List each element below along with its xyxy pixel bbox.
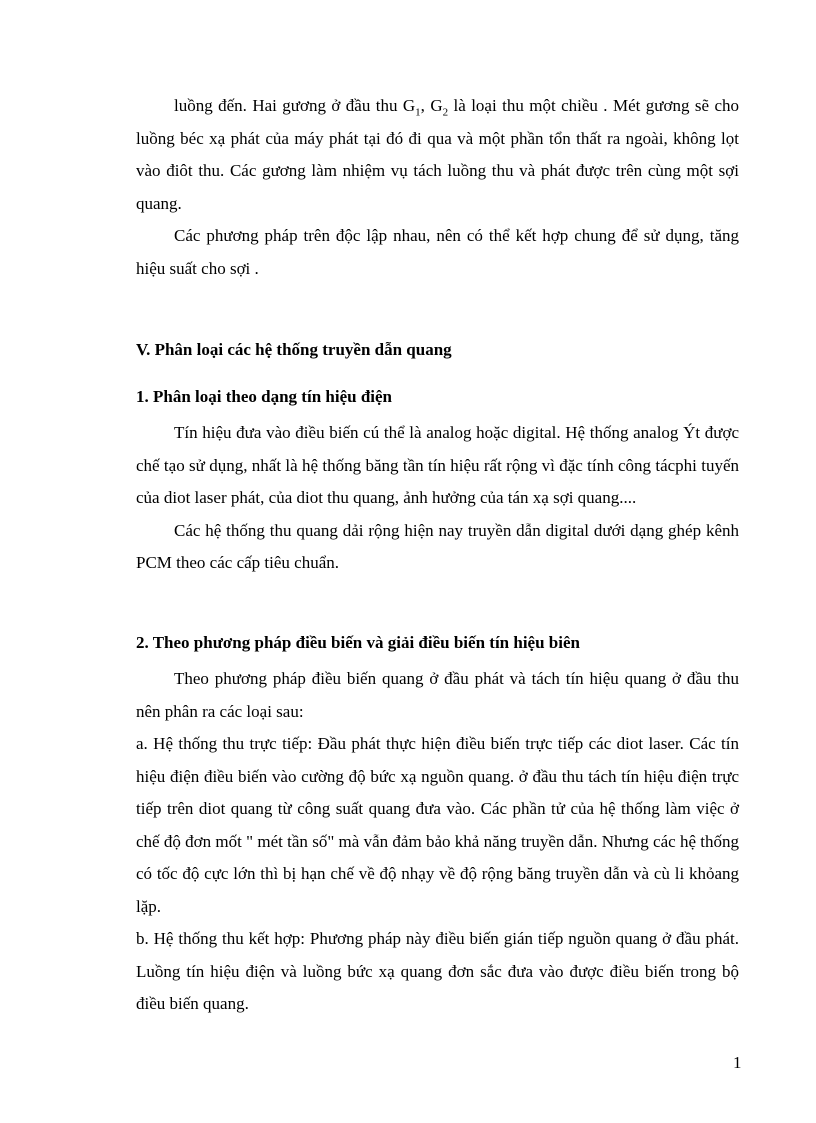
subheading-1: 1. Phân loại theo dạng tín hiệu điện [136, 387, 393, 406]
page-number: 1 [733, 1053, 742, 1072]
subscript: 1 [415, 106, 421, 119]
paragraph-methods: Các phương pháp trên độc lập nhau, nên có thể kết hợp chung để sử dụng, tăng hiệu suất cho sợi . [136, 226, 739, 278]
subscript: 2 [442, 106, 449, 119]
paragraph-digital: Các hệ thống thu quang dải rộng hiện nay truyền dẫn digital dưới dạng ghép kênh PCM theo các cấp tiêu chuẩn. [136, 520, 739, 572]
section-heading-v: V. Phân loại các hệ thống truyền dẫn quang [136, 340, 452, 359]
paragraph-analog: Tín hiệu đưa vào điều biến cú thể là analog hoặc digital. Hệ thống analog Ýt được chế tạo sử dụng, nhất là hệ thống băng tần tín hiệu rất rộng vì đặc tính công tácphi tuyến của diot laser phát, của diot thu quang, ảnh hưởng của tán xạ sợi quang.... [136, 423, 739, 507]
paragraph-modulation: Theo phương pháp điều biến quang ở đầu phát và tách tín hiệu quang ở đầu thu nên phân ra các loại sau: [136, 669, 739, 721]
section-1-body [136, 417, 739, 580]
text-run: , G [420, 96, 443, 115]
paragraph-coherent-system: b. Hệ thống thu kết hợp: Phương pháp này điều biến gián tiếp nguồn quang ở đầu phát. Luồng tín hiệu điện và luồng bức xạ quang đơn sắc đưa vào được điều biến trong bộ điều biến quang. [136, 929, 739, 1013]
subheading-2: 2. Theo phương pháp điều biến và giải điều biến tín hiệu biên [136, 633, 580, 652]
text-run: là loại thu một chiều . Mét gương sẽ cho luồng béc xạ phát của máy phát tại đó đi qua và một phần tổn thất ra ngoài, không lọt vào điôt thu. Các gương làm nhiệm vụ tách luồng thu và phát được trên cùng một sợi quang. [136, 96, 739, 213]
paragraph-mirrors [136, 90, 739, 220]
section-2-body [136, 663, 739, 1021]
paragraph-direct-system: a. Hệ thống thu trực tiếp: Đầu phát thực hiện điều biến trực tiếp các diot laser. Các tín hiệu điện điều biến vào cường độ bức xạ nguồn quang. ở đầu thu tách tín hiệu điện trực tiếp trên diot quang từ công suất quang đưa vào. Các phần tử của hệ thống làm việc ở chế độ đơn mốt " mét tần số" mà vẫn đảm bảo khả năng truyền dẫn. Nhưng các hệ thống có tốc độ cực lớn thì bị hạn chế về độ nhạy về độ rộng băng truyền dẫn và cù li khỏang lặp. [136, 734, 739, 916]
text-run: luồng đến. Hai gương ở đầu thu G [174, 96, 416, 115]
paragraph-intro [136, 90, 739, 285]
